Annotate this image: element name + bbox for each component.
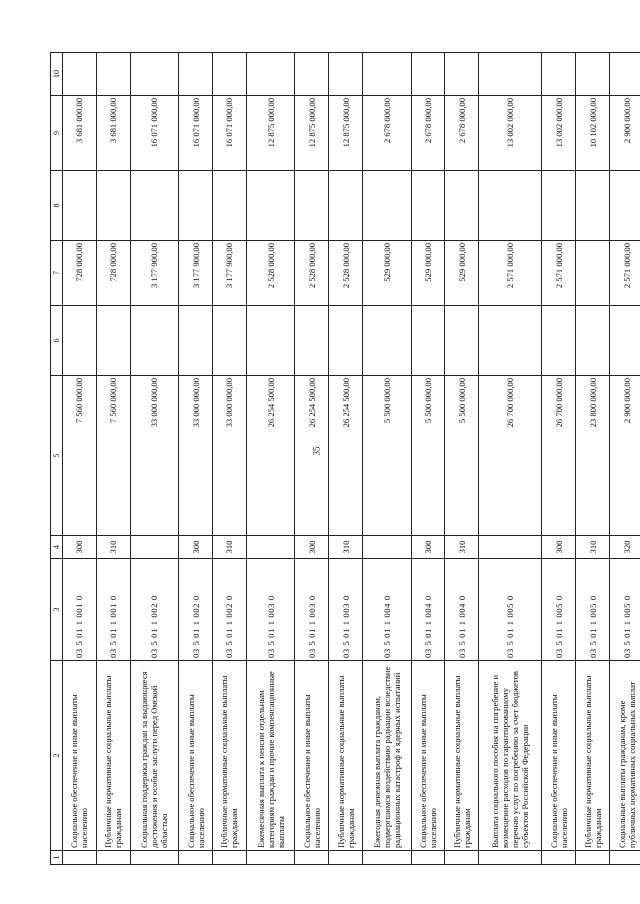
row-type-cell: 300 [411, 536, 445, 559]
rotated-table-wrapper [50, 53, 640, 865]
row-col10-cell [610, 53, 640, 96]
row-col8-cell [63, 171, 97, 241]
header-cell: 8 [51, 171, 63, 241]
row-code-cell: 03 5 01 1 005 0 [479, 559, 542, 661]
table-row [542, 53, 576, 865]
row-col6-cell [479, 306, 542, 376]
row-code-cell: 03 5 01 1 005 0 [542, 559, 576, 661]
row-col10-cell [542, 53, 576, 96]
row-name-cell: Социальные выплаты гражданам, кроме публичных нормативных социальных выплат [610, 661, 640, 851]
header-row [51, 53, 63, 865]
row-type-cell: 300 [179, 536, 213, 559]
row-col5-cell: 26 254 500,00 [329, 376, 363, 536]
row-col7-cell: 2 571 000,00 [610, 241, 640, 306]
header-cell: 3 [51, 559, 63, 661]
row-col10-cell [63, 53, 97, 96]
row-col9-cell: 3 681 000,00 [63, 96, 97, 171]
table-row [63, 53, 97, 865]
row-col6-cell [363, 306, 412, 376]
row-col8-cell [213, 171, 247, 241]
row-col7-cell: 2 571 000,00 [542, 241, 576, 306]
row-name-cell: Социальная поддержка граждан за выдающиеся достижения и особые заслуги перед Омской областью [130, 661, 179, 851]
row-col6-cell [610, 306, 640, 376]
row-col10-cell [445, 53, 479, 96]
row-col7-cell: 3 177 900,00 [179, 241, 213, 306]
header-cell: 5 [51, 376, 63, 536]
row-type-cell: 300 [295, 536, 329, 559]
row-col6-cell [179, 306, 213, 376]
row-index-cell [295, 851, 329, 865]
row-col8-cell [329, 171, 363, 241]
table-row [610, 53, 640, 865]
row-code-cell: 03 5 01 1 005 0 [576, 559, 610, 661]
row-col7-cell [576, 241, 610, 306]
row-code-cell: 03 5 01 1 004 0 [411, 559, 445, 661]
row-col8-cell [179, 171, 213, 241]
table-row [213, 53, 247, 865]
row-col9-cell: 10 102 000,00 [576, 96, 610, 171]
row-name-cell: Социальное обеспечение и иные выплаты населению [411, 661, 445, 851]
row-col10-cell [576, 53, 610, 96]
table-row [179, 53, 213, 865]
row-col10-cell [411, 53, 445, 96]
row-col6-cell [445, 306, 479, 376]
row-index-cell [213, 851, 247, 865]
row-col7-cell: 2 528 000,00 [295, 241, 329, 306]
header-cell: 1 [51, 851, 63, 865]
row-col9-cell: 13 002 000,00 [479, 96, 542, 171]
row-type-cell: 310 [213, 536, 247, 559]
row-col7-cell: 2 528 000,00 [246, 241, 295, 306]
table-row [479, 53, 542, 865]
table-body [51, 53, 640, 865]
row-col8-cell [96, 171, 130, 241]
row-col6-cell [130, 306, 179, 376]
row-type-cell [246, 536, 295, 559]
budget-table [50, 52, 640, 865]
row-col6-cell [96, 306, 130, 376]
row-code-cell: 03 5 01 1 002 0 [179, 559, 213, 661]
row-code-cell: 03 5 01 1 001 0 [96, 559, 130, 661]
row-col7-cell: 728 000,00 [63, 241, 97, 306]
row-name-cell: Публичные нормативные социальные выплаты гражданам [96, 661, 130, 851]
row-index-cell [411, 851, 445, 865]
row-col8-cell [246, 171, 295, 241]
header-cell: 4 [51, 536, 63, 559]
row-code-cell: 03 5 01 1 004 0 [363, 559, 412, 661]
row-col6-cell [329, 306, 363, 376]
row-name-cell: Социальное обеспечение и иные выплаты населению [63, 661, 97, 851]
row-col7-cell: 529 000,00 [363, 241, 412, 306]
row-col9-cell: 12 875 000,00 [246, 96, 295, 171]
row-col6-cell [411, 306, 445, 376]
row-col10-cell [479, 53, 542, 96]
row-col6-cell [295, 306, 329, 376]
row-col9-cell: 13 002 000,00 [542, 96, 576, 171]
row-col5-cell: 7 560 000,00 [96, 376, 130, 536]
header-cell: 10 [51, 53, 63, 96]
row-index-cell [363, 851, 412, 865]
row-col5-cell: 5 500 000,00 [445, 376, 479, 536]
row-col5-cell: 26 700 000,00 [542, 376, 576, 536]
table-row [295, 53, 329, 865]
table-row [363, 53, 412, 865]
row-name-cell: Социальное обеспечение и иные выплаты населению [179, 661, 213, 851]
row-col7-cell: 2 571 000,00 [479, 241, 542, 306]
row-name-cell: Выплата социального пособия на погребение и возмещение расходов по гарантированному перечню услуг по погребению за счет бюджетов субъектов Российской Федерации [479, 661, 542, 851]
row-index-cell [96, 851, 130, 865]
row-index-cell [576, 851, 610, 865]
row-col6-cell [576, 306, 610, 376]
row-col5-cell: 26 254 500,00 [295, 376, 329, 536]
row-col10-cell [246, 53, 295, 96]
row-index-cell [329, 851, 363, 865]
row-col9-cell: 2 678 000,00 [445, 96, 479, 171]
row-col10-cell [329, 53, 363, 96]
table-row [246, 53, 295, 865]
row-col7-cell: 529 000,00 [445, 241, 479, 306]
row-index-cell [542, 851, 576, 865]
row-index-cell [479, 851, 542, 865]
row-col5-cell: 26 700 000,00 [479, 376, 542, 536]
row-code-cell: 03 5 01 1 003 0 [329, 559, 363, 661]
header-cell: 2 [51, 661, 63, 851]
row-col9-cell: 2 678 000,00 [411, 96, 445, 171]
row-index-cell [130, 851, 179, 865]
row-name-cell: Социальное обеспечение и иные выплаты населению [542, 661, 576, 851]
row-col9-cell: 2 900 000,00 [610, 96, 640, 171]
row-col6-cell [246, 306, 295, 376]
row-code-cell: 03 5 01 1 005 0 [610, 559, 640, 661]
row-col8-cell [130, 171, 179, 241]
row-index-cell [445, 851, 479, 865]
row-col9-cell: 2 678 000,00 [363, 96, 412, 171]
row-col9-cell: 12 875 000,00 [295, 96, 329, 171]
row-type-cell: 310 [576, 536, 610, 559]
row-col5-cell: 33 000 000,00 [179, 376, 213, 536]
row-col8-cell [479, 171, 542, 241]
row-type-cell: 300 [542, 536, 576, 559]
row-col10-cell [130, 53, 179, 96]
row-name-cell: Ежемесячная выплата к пенсии отдельным категориям граждан и прочие компенсационные выплаты [246, 661, 295, 851]
row-type-cell [130, 536, 179, 559]
row-col5-cell: 2 900 000,00 [610, 376, 640, 536]
row-name-cell: Публичные нормативные социальные выплаты гражданам [445, 661, 479, 851]
row-col5-cell: 5 500 000,00 [363, 376, 412, 536]
row-col8-cell [295, 171, 329, 241]
row-col9-cell: 16 071 000,00 [213, 96, 247, 171]
row-name-cell: Публичные нормативные социальные выплаты гражданам [329, 661, 363, 851]
row-col10-cell [96, 53, 130, 96]
header-cell: 9 [51, 96, 63, 171]
row-col7-cell: 2 528 000,00 [329, 241, 363, 306]
row-col10-cell [179, 53, 213, 96]
row-index-cell [179, 851, 213, 865]
row-type-cell: 310 [445, 536, 479, 559]
row-code-cell: 03 5 01 1 002 0 [213, 559, 247, 661]
row-col6-cell [63, 306, 97, 376]
row-index-cell [610, 851, 640, 865]
row-col8-cell [411, 171, 445, 241]
row-col8-cell [542, 171, 576, 241]
row-col7-cell: 529 000,00 [411, 241, 445, 306]
row-type-cell: 310 [96, 536, 130, 559]
row-col10-cell [295, 53, 329, 96]
row-col9-cell: 3 681 000,00 [96, 96, 130, 171]
row-col5-cell: 23 800 000,00 [576, 376, 610, 536]
row-name-cell: Публичные нормативные социальные выплаты гражданам [576, 661, 610, 851]
row-type-cell [479, 536, 542, 559]
table-row [411, 53, 445, 865]
row-col7-cell: 728 000,00 [96, 241, 130, 306]
row-type-cell: 320 [610, 536, 640, 559]
row-col8-cell [445, 171, 479, 241]
row-code-cell: 03 5 01 1 003 0 [295, 559, 329, 661]
table-row [576, 53, 610, 865]
row-code-cell: 03 5 01 1 003 0 [246, 559, 295, 661]
row-col7-cell: 3 177 900,00 [213, 241, 247, 306]
row-name-cell: Ежегодная денежная выплата гражданам, подвергшимся воздействию радиации вследствие радиационных катастроф и ядерных испытаний [363, 661, 412, 851]
row-col9-cell: 12 875 000,00 [329, 96, 363, 171]
row-name-cell: Социальное обеспечение и иные выплаты населению [295, 661, 329, 851]
row-col5-cell: 33 000 000,00 [213, 376, 247, 536]
row-col10-cell [363, 53, 412, 96]
row-col7-cell: 3 177 900,00 [130, 241, 179, 306]
row-type-cell: 310 [329, 536, 363, 559]
row-col6-cell [213, 306, 247, 376]
row-code-cell: 03 5 01 1 002 0 [130, 559, 179, 661]
row-name-cell: Публичные нормативные социальные выплаты гражданам [213, 661, 247, 851]
row-col8-cell [610, 171, 640, 241]
row-col9-cell: 16 071 000,00 [130, 96, 179, 171]
row-code-cell: 03 5 01 1 001 0 [63, 559, 97, 661]
row-type-cell [363, 536, 412, 559]
header-cell: 7 [51, 241, 63, 306]
row-index-cell [63, 851, 97, 865]
row-col10-cell [213, 53, 247, 96]
row-index-cell [246, 851, 295, 865]
row-col9-cell: 16 071 000,00 [179, 96, 213, 171]
row-col8-cell [576, 171, 610, 241]
row-type-cell: 300 [63, 536, 97, 559]
row-col5-cell: 26 254 500,00 [246, 376, 295, 536]
table-row [96, 53, 130, 865]
table-row [445, 53, 479, 865]
row-col5-cell: 33 000 000,00 [130, 376, 179, 536]
row-col6-cell [542, 306, 576, 376]
row-col5-cell: 7 560 000,00 [63, 376, 97, 536]
row-code-cell: 03 5 01 1 004 0 [445, 559, 479, 661]
row-col5-cell: 5 500 000,00 [411, 376, 445, 536]
table-row [130, 53, 179, 865]
page-number: 35 [311, 446, 322, 456]
header-cell: 6 [51, 306, 63, 376]
table-row [329, 53, 363, 865]
row-col8-cell [363, 171, 412, 241]
